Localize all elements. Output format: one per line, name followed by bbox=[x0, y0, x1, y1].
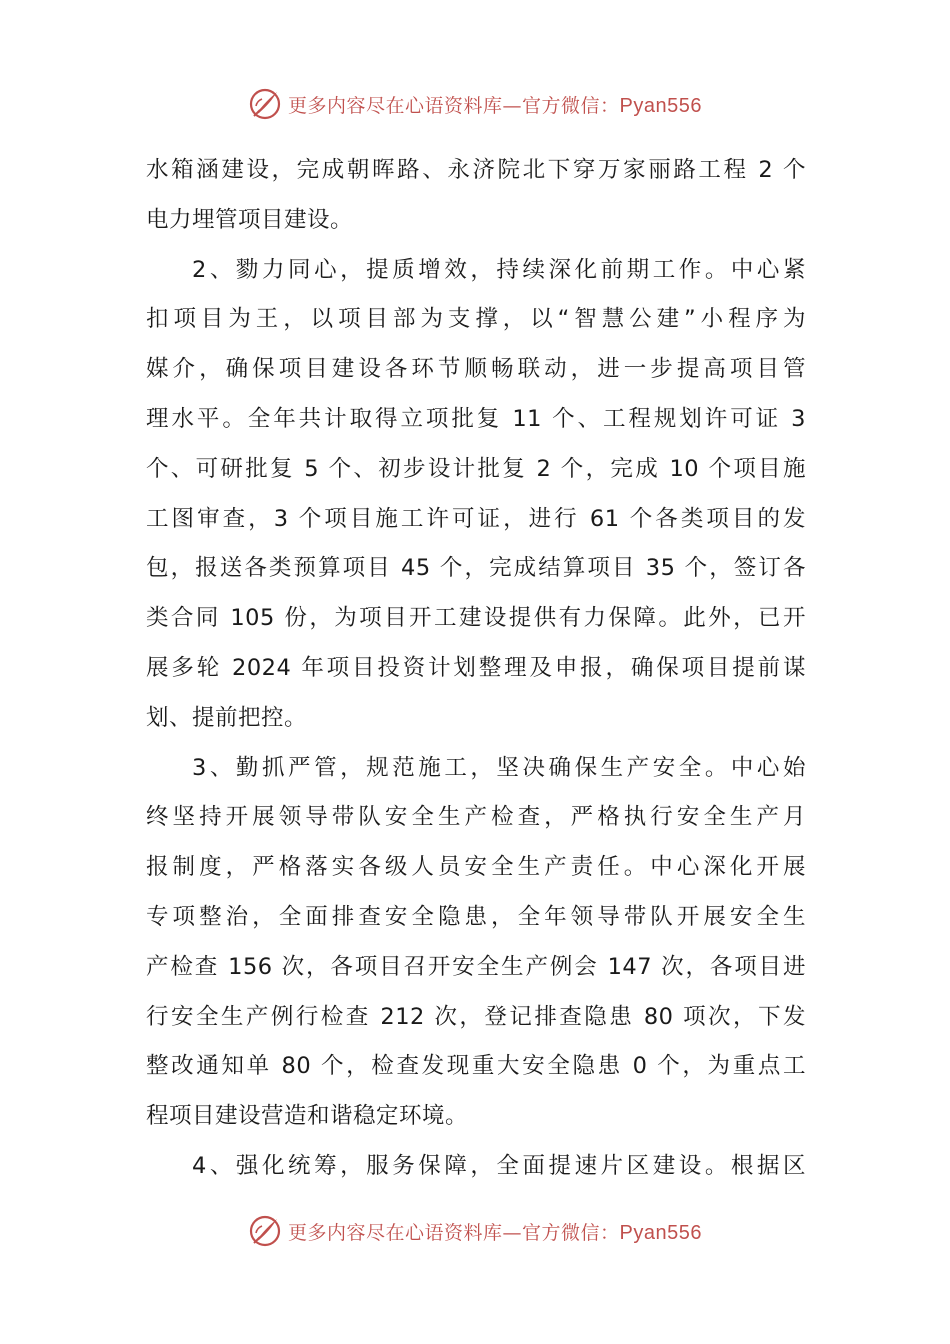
header-watermark bbox=[0, 84, 950, 124]
text-line: 程项目建设营造和谐稳定环境。 bbox=[146, 1103, 469, 1130]
watermark-text: 更多内容尽在心语资料库—官方微信：Pyan556 bbox=[288, 1221, 702, 1244]
text-line: 媒介，确保项目建设各环节顺畅联动，进一步提高项目管 bbox=[146, 356, 806, 383]
quill-pen-logo-icon bbox=[248, 1214, 282, 1248]
footer-watermark bbox=[0, 1211, 950, 1251]
watermark-text: 更多内容尽在心语资料库—官方微信：Pyan556 bbox=[288, 94, 702, 117]
text-line: 3、勤抓严管，规范施工，坚决确保生产安全。中心始 bbox=[192, 754, 806, 781]
text-line: 理水平。全年共计取得立项批复 11 个、工程规划许可证 3 bbox=[146, 405, 806, 432]
text-line: 类合同 105 份，为项目开工建设提供有力保障。此外，已开 bbox=[146, 605, 806, 632]
quill-pen-logo-icon bbox=[248, 87, 282, 121]
document-body bbox=[146, 146, 806, 1192]
text-line: 行安全生产例行检查 212 次，登记排查隐患 80 项次，下发 bbox=[146, 1003, 806, 1030]
text-line: 专项整治，全面排查安全隐患，全年领导带队开展安全生 bbox=[146, 903, 806, 930]
text-line: 报制度，严格落实各级人员安全生产责任。中心深化开展 bbox=[146, 854, 806, 881]
text-line: 展多轮 2024 年项目投资计划整理及申报，确保项目提前谋 bbox=[146, 654, 806, 681]
text-line: 4、强化统筹，服务保障，全面提速片区建设。根据区 bbox=[192, 1152, 806, 1179]
text-line: 工图审查，3 个项目施工许可证，进行 61 个各类项目的发 bbox=[146, 505, 806, 532]
text-line: 终坚持开展领导带队安全生产检查，严格执行安全生产月 bbox=[146, 804, 806, 831]
text-line: 产检查 156 次，各项目召开安全生产例会 147 次，各项目进 bbox=[146, 953, 806, 980]
text-line: 2、勠力同心，提质增效，持续深化前期工作。中心紧 bbox=[192, 256, 806, 283]
text-line: 水箱涵建设，完成朝晖路、永济院北下穿万家丽路工程 2 个 bbox=[146, 157, 806, 183]
text-line: 整改通知单 80 个，检查发现重大安全隐患 0 个，为重点工 bbox=[146, 1053, 806, 1080]
text-line: 扣项目为王，以项目部为支撑，以“智慧公建”小程序为 bbox=[146, 306, 806, 333]
text-line: 个、可研批复 5 个、初步设计批复 2 个，完成 10 个项目施 bbox=[146, 455, 806, 482]
text-line: 包，报送各类预算项目 45 个，完成结算项目 35 个，签订各 bbox=[146, 555, 806, 582]
text-line: 划、提前把控。 bbox=[146, 704, 308, 731]
text-line: 电力埋管项目建设。 bbox=[146, 206, 354, 233]
